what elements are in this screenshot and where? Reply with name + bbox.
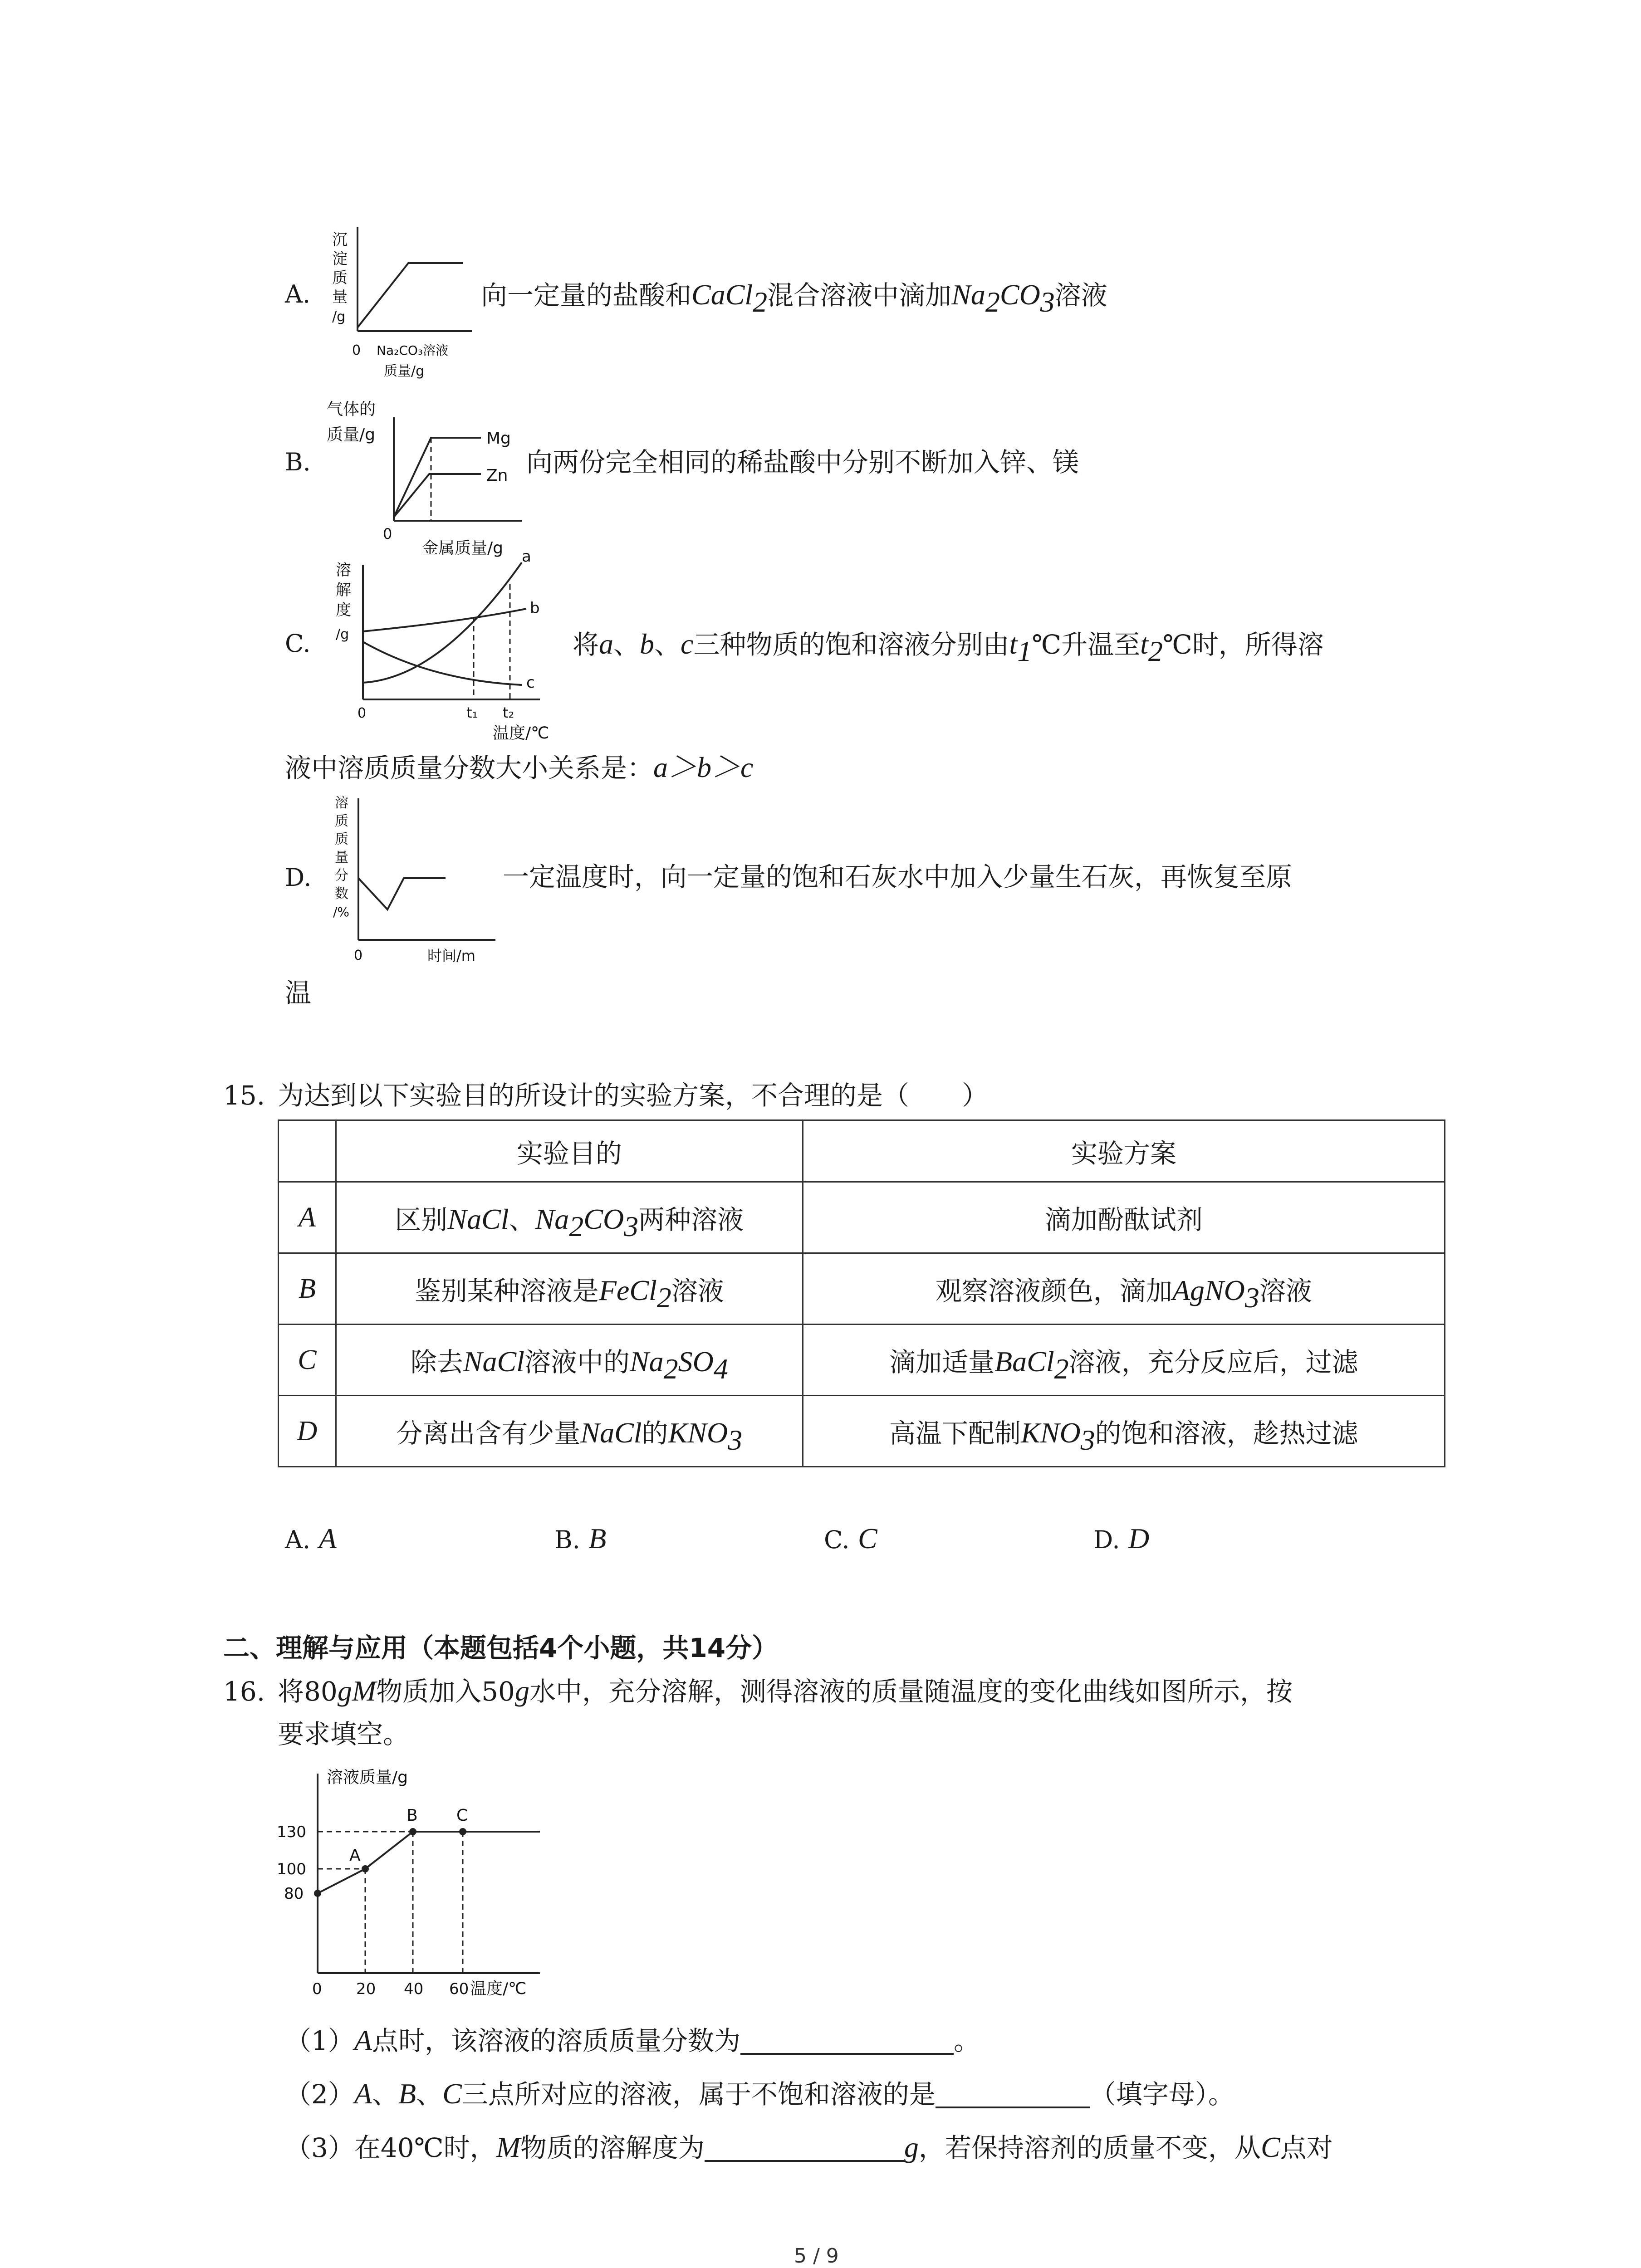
q16-point-a: A — [349, 1846, 361, 1865]
q15-header-empty — [279, 1120, 336, 1182]
option-a-ylabel-5: /g — [332, 309, 346, 325]
q15-stem: 为达到以下实验目的所设计的实验方案，不合理的是（ ） — [278, 1080, 989, 1111]
series-b-curve — [363, 609, 526, 631]
q16-xtick-40: 40 — [404, 1980, 424, 1998]
q16-ytick-130: 130 — [277, 1823, 306, 1841]
table-row — [279, 1253, 1445, 1325]
row-key: C — [279, 1325, 336, 1396]
series-zn-line — [394, 474, 481, 517]
row-purpose: 分离出含有少量NaCl的$KNO_3$ — [336, 1396, 803, 1467]
option-a-ylabel-4: 量 — [332, 288, 348, 306]
option-a-ylabel-3: 质 — [332, 269, 348, 287]
option-b-text: 向两份完全相同的稀盐酸中分别不断加入锌、镁 — [526, 447, 1079, 478]
series-c-label: c — [526, 674, 535, 692]
option-a-letter: A. — [285, 280, 311, 308]
option-b-origin: 0 — [383, 525, 392, 543]
option-a-origin: 0 — [352, 342, 361, 358]
q15-option-b[interactable]: B. B — [554, 1522, 607, 1554]
option-b-letter: B. — [285, 448, 311, 476]
option-d-text-line2: 温 — [285, 978, 312, 1008]
row-key: D — [279, 1396, 336, 1467]
q16-number: 16. — [223, 1676, 265, 1707]
table-row — [279, 1182, 1445, 1253]
option-c-origin: 0 — [358, 705, 367, 721]
q16-ylabel: 溶液质量/g — [327, 1768, 408, 1787]
option-c-tick-t1: t₁ — [466, 704, 478, 721]
table-row — [279, 1325, 1445, 1396]
table-row — [279, 1396, 1445, 1467]
option-d-origin: 0 — [354, 948, 363, 963]
q16-xlabel: 温度/℃ — [470, 1980, 527, 1998]
series-mg-line — [394, 438, 481, 517]
option-d-ylabel-6: 数 — [335, 886, 348, 902]
option-d-ylabel-1: 溶 — [335, 795, 348, 811]
series-mg-label: Mg — [486, 429, 511, 448]
option-d-text: 一定温度时，向一定量的饱和石灰水中加入少量生石灰，再恢复至原 — [503, 861, 1293, 892]
row-purpose: 除去NaCl溶液中的$Na_2SO_4$ — [336, 1325, 803, 1396]
q16-point-c: C — [456, 1806, 468, 1825]
option-c-text-line2: 液中溶质质量分数大小关系是：a＞b＞c — [285, 751, 754, 783]
option-d-graph — [327, 789, 517, 980]
option-c-ylabel-2: 解 — [336, 581, 351, 599]
q15-table — [278, 1119, 1445, 1467]
option-d-ylabel-7: /% — [333, 904, 350, 919]
option-a-xlabel-2: 质量/g — [384, 363, 425, 379]
option-a-graph — [327, 222, 472, 386]
option-a-ylabel — [332, 231, 348, 325]
option-a-text: 向一定量的盐酸和CaCl$_2$混合溶液中滴加$Na_2CO_3$溶液 — [481, 279, 1107, 318]
q16-sub3-blank[interactable] — [705, 2136, 904, 2162]
q16-point-b: B — [407, 1806, 418, 1825]
q16-ytick-100: 100 — [277, 1860, 306, 1878]
series-a-label: a — [522, 547, 531, 566]
option-d-ylabel-2: 质 — [335, 813, 348, 829]
option-c-tick-t2: t₂ — [503, 704, 514, 721]
q15-header-purpose: 实验目的 — [336, 1120, 803, 1182]
option-d-letter: D. — [285, 863, 312, 892]
row-key: B — [279, 1253, 336, 1325]
option-c-ylabel-4: /g — [336, 626, 349, 642]
option-d-ylabel-5: 分 — [335, 868, 348, 884]
option-a-ylabel-1: 沉 — [332, 231, 348, 249]
q15-option-a[interactable]: A. A — [285, 1522, 337, 1554]
row-plan: 滴加酚酞试剂 — [803, 1182, 1445, 1253]
option-b-ylabel-2: 质量/g — [327, 425, 375, 444]
option-b-graph — [327, 395, 526, 558]
option-a-xlabel-1: Na₂CO₃溶液 — [377, 343, 449, 358]
series-b-label: b — [530, 599, 540, 617]
q16-sub2-blank[interactable] — [936, 2082, 1090, 2108]
row-purpose: 区别NaCl、$Na_2CO_3$两种溶液 — [336, 1182, 803, 1253]
option-c-ylabel-3: 度 — [336, 601, 351, 619]
series-zn-label: Zn — [486, 466, 508, 485]
q15-number: 15. — [223, 1080, 265, 1111]
q15-table-header — [279, 1120, 1445, 1182]
q16-xtick-0: 0 — [312, 1980, 322, 1998]
option-b-ylabel-1: 气体的 — [327, 400, 376, 419]
row-plan: 滴加适量BaCl$_2$溶液，充分反应后，过滤 — [803, 1325, 1445, 1396]
row-plan: 观察溶液颜色，滴加AgNO$_3$溶液 — [803, 1253, 1445, 1325]
q16-sub1: （1）A点时，该溶液的溶质质量分数为 。 — [285, 2024, 980, 2056]
q16-xtick-60: 60 — [449, 1980, 469, 1998]
row-key: A — [279, 1182, 336, 1253]
option-d-ylabel-4: 量 — [335, 850, 348, 865]
q16-stem: 将80gM物质加入50g水中，充分溶解，测得溶液的质量随温度的变化曲线如图所示，按 — [278, 1675, 1293, 1707]
option-a-ylabel-2: 淀 — [332, 250, 348, 268]
section-title: 二、理解与应用（本题包括4个小题，共14分） — [223, 1633, 779, 1663]
q15-option-d[interactable]: D. D — [1093, 1522, 1150, 1554]
option-d-ylabel-3: 质 — [335, 831, 348, 847]
option-b-xlabel: 金属质量/g — [422, 539, 503, 557]
q16-ytick-80: 80 — [284, 1885, 304, 1903]
q16-stem-line2: 要求填空。 — [278, 1719, 410, 1750]
q16-sub3: （3）在40℃时，M物质的溶解度为 g，若保持溶剂的质量不变，从C点对 — [285, 2131, 1333, 2163]
option-d-xlabel: 时间/m — [427, 947, 475, 964]
q16-sub1-blank[interactable] — [740, 2028, 954, 2055]
q15-header-plan: 实验方案 — [803, 1120, 1445, 1182]
q16-graph — [268, 1765, 549, 2009]
option-c-ylabel-1: 溶 — [336, 561, 351, 579]
option-c-text: 将a、b、c三种物质的饱和溶液分别由$t_1℃$升温至$t_2℃$时，所得溶 — [573, 628, 1324, 667]
q16-sub2: （2）A、B、C三点所对应的溶液，属于不饱和溶液的是 （填字母）。 — [285, 2077, 1234, 2110]
q16-xtick-20: 20 — [356, 1980, 376, 1998]
row-purpose: 鉴别某种溶液是FeCl$_2$溶液 — [336, 1253, 803, 1325]
q15-option-c[interactable]: C. C — [824, 1522, 877, 1554]
row-plan: 高温下配制$KNO_3$的饱和溶液，趁热过滤 — [803, 1396, 1445, 1467]
option-c-letter: C. — [285, 629, 311, 658]
option-c-xlabel: 温度/℃ — [493, 724, 549, 743]
page-number: 5 / 9 — [794, 2244, 839, 2268]
